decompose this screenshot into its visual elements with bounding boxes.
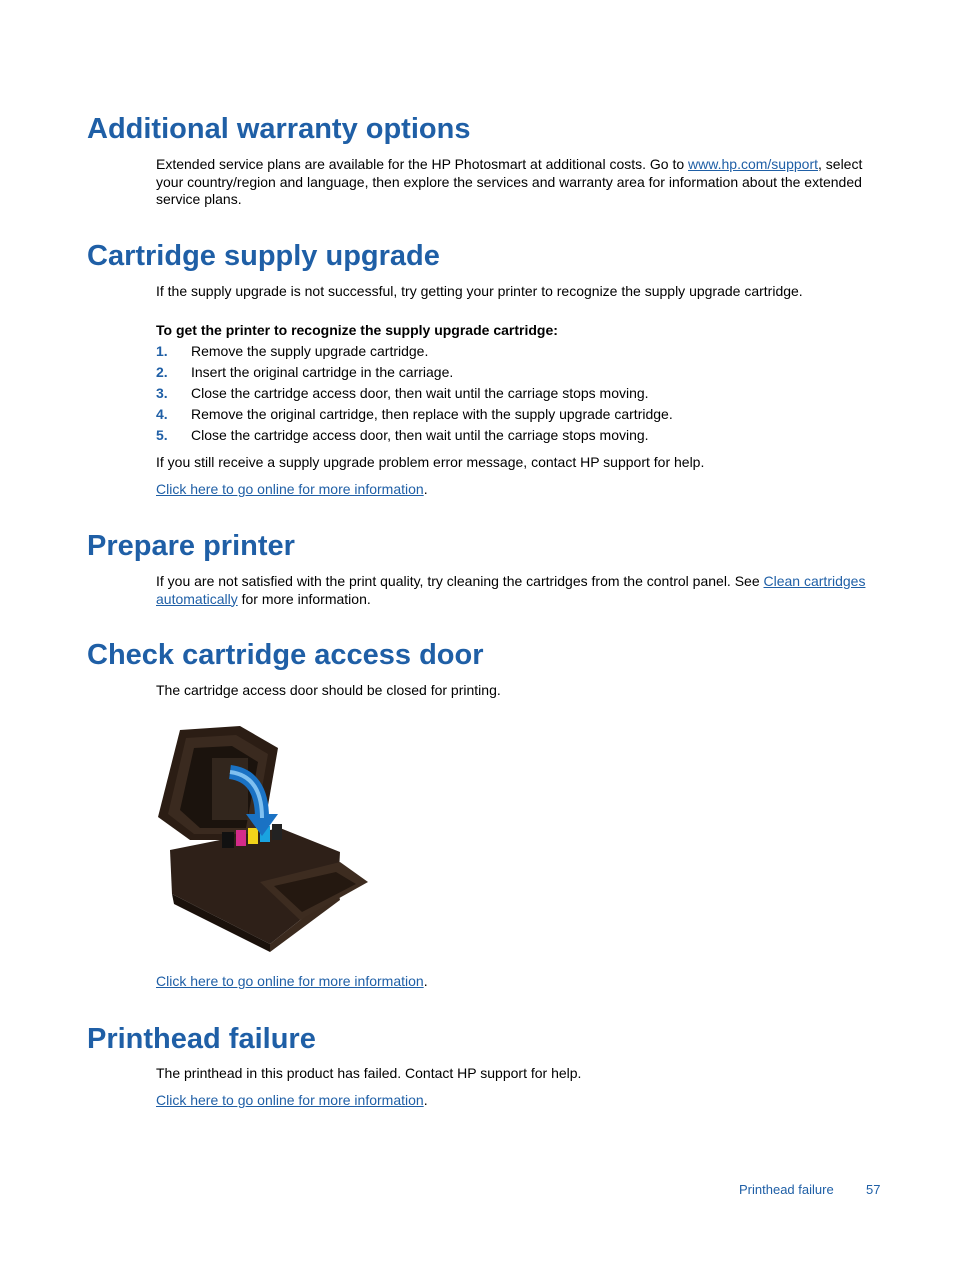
printer-door-illustration xyxy=(150,722,375,952)
heading-check-cartridge-access-door: Check cartridge access door xyxy=(87,639,484,671)
more-info-link[interactable]: Click here to go online for more information xyxy=(156,481,424,497)
step-number: 2. xyxy=(156,364,168,380)
hp-support-link[interactable]: www.hp.com/support xyxy=(688,156,818,172)
step-number: 3. xyxy=(156,385,168,401)
step-number: 5. xyxy=(156,427,168,443)
printer-icon xyxy=(150,722,375,952)
heading-printhead-failure: Printhead failure xyxy=(87,1023,316,1055)
warranty-paragraph xyxy=(156,156,876,209)
warranty-text-after: , select your country/region and language, then explore the services and warranty area for information about the extended service plans. xyxy=(156,156,863,207)
warranty-text-before: Extended service plans are available for the HP Photosmart at additional costs. Go to xyxy=(156,156,689,172)
footer-section-title: Printhead failure xyxy=(739,1182,834,1197)
step-text: Remove the supply upgrade cartridge. xyxy=(191,343,429,359)
link-period: . xyxy=(423,1092,428,1108)
step-text: Close the cartridge access door, then wait until the carriage stops moving. xyxy=(191,427,649,443)
prepare-text-after: for more information. xyxy=(237,590,371,607)
prepare-paragraph xyxy=(156,573,876,608)
supply-outro: If you still receive a supply upgrade problem error message, contact HP support for help. xyxy=(156,454,705,470)
step-text: Remove the original cartridge, then replace with the supply upgrade cartridge. xyxy=(191,406,673,422)
supply-steps-heading: To get the printer to recognize the supply upgrade cartridge: xyxy=(156,322,558,338)
supply-intro: If the supply upgrade is not successful, try getting your printer to recognize the supply upgrade cartridge. xyxy=(156,283,803,299)
supply-more-info xyxy=(156,481,876,499)
more-info-link[interactable]: Click here to go online for more information xyxy=(156,973,424,989)
door-paragraph: The cartridge access door should be closed for printing. xyxy=(156,682,501,698)
link-period: . xyxy=(423,481,428,497)
step-text: Close the cartridge access door, then wait until the carriage stops moving. xyxy=(191,385,649,401)
link-period: . xyxy=(423,973,428,989)
door-more-info xyxy=(156,973,876,991)
heading-additional-warranty-options: Additional warranty options xyxy=(87,113,471,145)
heading-prepare-printer: Prepare printer xyxy=(87,530,295,562)
heading-cartridge-supply-upgrade: Cartridge supply upgrade xyxy=(87,240,440,272)
printhead-paragraph: The printhead in this product has failed. Contact HP support for help. xyxy=(156,1065,582,1081)
step-text: Insert the original cartridge in the carriage. xyxy=(191,364,454,380)
prepare-text-before: If you are not satisfied with the print quality, try cleaning the cartridges from the control panel. See xyxy=(156,573,764,589)
footer-page-number: 57 xyxy=(866,1182,881,1197)
step-number: 4. xyxy=(156,406,168,422)
printhead-more-info xyxy=(156,1092,876,1110)
more-info-link[interactable]: Click here to go online for more information xyxy=(156,1092,424,1108)
step-number: 1. xyxy=(156,343,168,359)
clean-cartridges-link[interactable]: Clean cartridges automatically xyxy=(156,573,866,607)
